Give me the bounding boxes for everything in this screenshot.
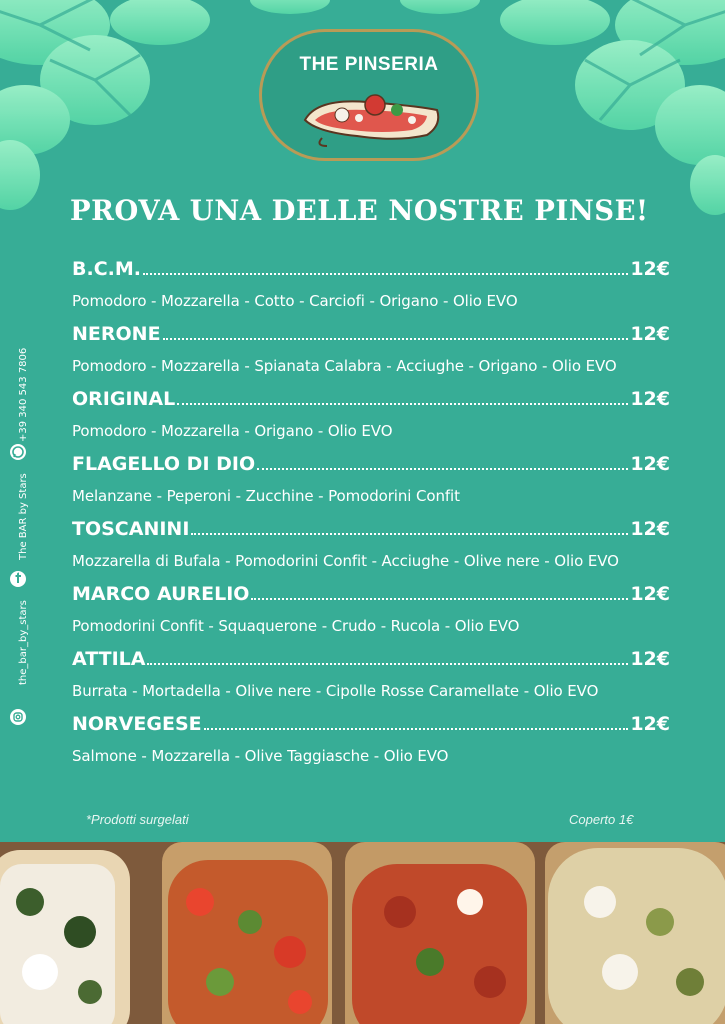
headline: PROVA UNA DELLE NOSTRE PINSE! <box>70 194 649 227</box>
menu-item-price: 12€ <box>630 323 670 345</box>
dotted-leader <box>251 597 628 600</box>
menu-item-price: 12€ <box>630 388 670 410</box>
menu-item-price: 12€ <box>630 648 670 670</box>
dotted-leader <box>147 662 628 665</box>
menu-item <box>72 323 670 388</box>
menu-item-name: FLAGELLO DI DIO <box>72 453 256 475</box>
whatsapp-icon <box>9 443 27 461</box>
menu-item-ingredients: Mozzarella di Bufala - Pomodorini Confit - Acciughe - Olive nere - Olio EVO <box>72 552 619 570</box>
dotted-leader <box>204 727 629 730</box>
menu-item <box>72 453 670 518</box>
logo-badge <box>259 29 479 161</box>
menu-item-ingredients: Salmone - Mozzarella - Olive Taggiasche - Olio EVO <box>72 747 449 765</box>
menu-item <box>72 388 670 453</box>
menu-item-price: 12€ <box>630 713 670 735</box>
menu-item-name: MARCO AURELIO <box>72 583 250 605</box>
contact-sidebar <box>0 330 36 750</box>
cover-charge-note: Coperto 1€ <box>569 812 634 827</box>
menu-item-ingredients: Melanzane - Peperoni - Zucchine - Pomodorini Confit <box>72 487 460 505</box>
frozen-products-note: *Prodotti surgelati <box>86 812 189 827</box>
menu-item-name: TOSCANINI <box>72 518 190 540</box>
menu-item-price: 12€ <box>630 518 670 540</box>
pizza-logo-icon <box>297 80 447 150</box>
menu-item-ingredients: Pomodoro - Mozzarella - Spianata Calabra - Acciughe - Origano - Olio EVO <box>72 357 617 375</box>
dotted-leader <box>177 402 628 405</box>
menu-item-ingredients: Pomodorini Confit - Squaquerone - Crudo - Rucola - Olio EVO <box>72 617 520 635</box>
menu-item-ingredients: Pomodoro - Mozzarella - Origano - Olio EVO <box>72 422 393 440</box>
menu-item-name: NORVEGESE <box>72 713 202 735</box>
menu-item <box>72 713 670 778</box>
menu-item-price: 12€ <box>630 258 670 280</box>
pinsa-menu-list <box>72 258 670 778</box>
dotted-leader <box>191 532 628 535</box>
instagram-handle: the_bar_by_stars <box>18 600 29 685</box>
pinsa-photo-3 <box>345 842 535 1024</box>
pinsa-photos <box>0 842 725 1024</box>
menu-item-ingredients: Pomodoro - Mozzarella - Cotto - Carciofi - Origano - Olio EVO <box>72 292 518 310</box>
menu-item-name: B.C.M. <box>72 258 141 280</box>
menu-item <box>72 258 670 323</box>
menu-item <box>72 648 670 713</box>
dotted-leader <box>257 467 628 470</box>
dotted-leader <box>143 272 628 275</box>
menu-item-name: ATTILA <box>72 648 146 670</box>
menu-item <box>72 518 670 583</box>
instagram-icon <box>9 708 27 726</box>
facebook-page-name: The BAR by Stars <box>18 473 29 560</box>
logo-title: THE PINSERIA <box>299 54 439 75</box>
phone-number: +39 340 543 7806 <box>18 347 29 442</box>
pinsa-photo-2 <box>162 842 332 1024</box>
menu-item-price: 12€ <box>630 583 670 605</box>
menu-item <box>72 583 670 648</box>
menu-item-price: 12€ <box>630 453 670 475</box>
menu-item-name: NERONE <box>72 323 161 345</box>
pinsa-photo-4 <box>545 842 725 1024</box>
menu-item-ingredients: Burrata - Mortadella - Olive nere - Cipolle Rosse Caramellate - Olio EVO <box>72 682 599 700</box>
menu-item-name: ORIGINAL <box>72 388 176 410</box>
pinsa-photo-1 <box>0 850 130 1024</box>
dotted-leader <box>163 337 629 340</box>
facebook-icon <box>9 570 27 588</box>
